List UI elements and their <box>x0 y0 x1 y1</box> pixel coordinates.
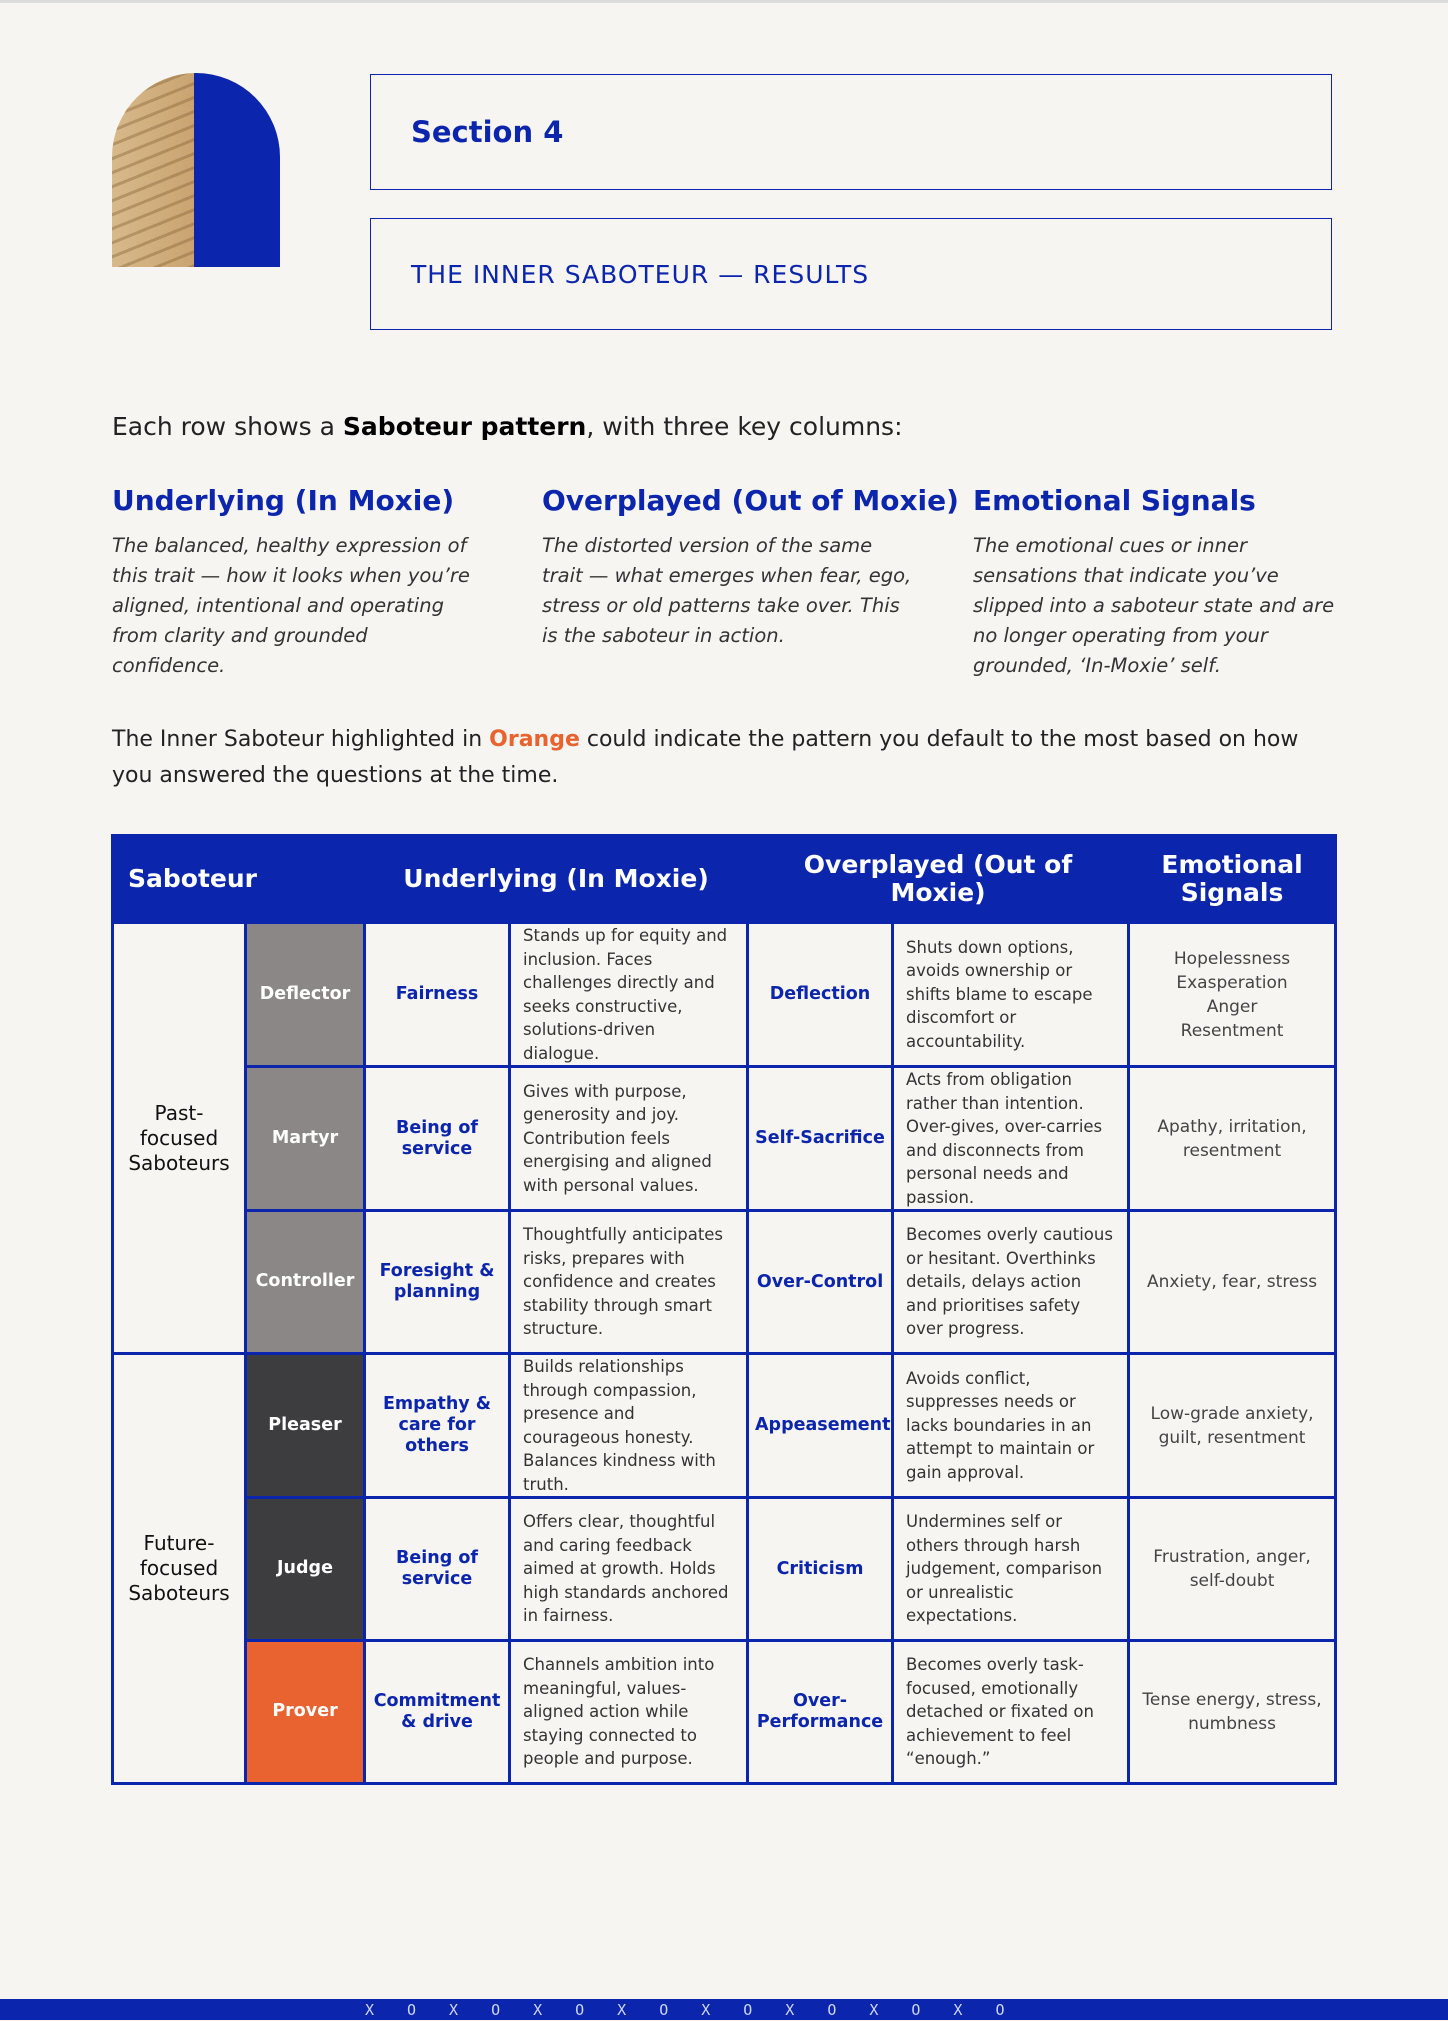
emotional-signals: Hopelessness Exasperation Anger Resentment <box>1129 923 1336 1067</box>
saboteur-name: Judge <box>246 1498 365 1641</box>
sand-dune-image <box>112 73 194 267</box>
underlying-keyword: Commitment & drive <box>365 1641 510 1784</box>
emotional-signals: Anxiety, fear, stress <box>1129 1211 1336 1354</box>
underlying-text: Thoughtfully anticipates risks, prepares with confidence and creates stability through smart structure. <box>510 1211 748 1354</box>
overplayed-text: Acts from obligation rather than intention. Over-gives, over-carries and disconnects from personal needs and passion. <box>893 1067 1129 1211</box>
table-row <box>113 1641 1336 1784</box>
note-prefix: The Inner Saboteur highlighted in <box>112 727 490 752</box>
table-row <box>113 1211 1336 1354</box>
overplayed-keyword: Deflection <box>748 923 893 1067</box>
column-description: The distorted version of the same trait — what emerges when fear, ego, stress or old patterns take over. This is the saboteur in action. <box>542 534 912 647</box>
underlying-keyword: Foresight & planning <box>365 1211 510 1354</box>
underlying-keyword: Fairness <box>365 923 510 1067</box>
section-title-box <box>370 218 1332 330</box>
highlight-note <box>112 722 1337 794</box>
saboteur-table <box>111 834 1337 1785</box>
overplayed-text: Becomes overly cautious or hesitant. Overthinks details, delays action and prioritises safety over progress. <box>893 1211 1129 1354</box>
column-description: The balanced, healthy expression of this trait — how it looks when you’re aligned, intentional and operating from clarity and grounded confidence. <box>112 534 470 677</box>
underlying-text: Channels ambition into meaningful, values-aligned action while staying connected to people and purpose. <box>510 1641 748 1784</box>
underlying-text: Stands up for equity and inclusion. Faces challenges directly and seeks constructive, solutions-driven dialogue. <box>510 923 748 1067</box>
section-number-box <box>370 74 1332 190</box>
note-highlight: Orange <box>489 727 580 752</box>
blue-panel <box>194 73 280 267</box>
overplayed-keyword: Over-Performance <box>748 1641 893 1784</box>
table-row <box>113 1498 1336 1641</box>
overplayed-text: Undermines self or others through harsh judgement, comparison or unrealistic expectations. <box>893 1498 1129 1641</box>
header-overplayed: Overplayed (Out of Moxie) <box>748 836 1129 923</box>
arch-logo <box>112 73 280 267</box>
column-emotional <box>973 484 1343 681</box>
intro-prefix: Each row shows a <box>112 412 343 441</box>
emotional-signals: Frustration, anger, self-doubt <box>1129 1498 1336 1641</box>
column-heading: Overplayed (Out of Moxie) <box>542 484 959 517</box>
table-row <box>113 1067 1336 1211</box>
table-header-row <box>113 836 1336 923</box>
overplayed-text: Avoids conflict, suppresses needs or lacks boundaries in an attempt to maintain or gain approval. <box>893 1354 1129 1498</box>
column-underlying <box>112 484 482 681</box>
column-description: The emotional cues or inner sensations that indicate you’ve slipped into a saboteur state and are no longer operating from your grounded, ‘In-Moxie’ self. <box>973 534 1335 677</box>
emotional-signals: Low-grade anxiety, guilt, resentment <box>1129 1354 1336 1498</box>
group-future: Future-focused Saboteurs <box>113 1354 246 1784</box>
underlying-text: Builds relationships through compassion, presence and courageous honesty. Balances kindness with truth. <box>510 1354 748 1498</box>
intro-bold: Saboteur pattern <box>342 412 587 441</box>
column-heading: Underlying (In Moxie) <box>112 484 455 517</box>
saboteur-name: Deflector <box>246 923 365 1067</box>
underlying-keyword: Being of service <box>365 1498 510 1641</box>
underlying-keyword: Being of service <box>365 1067 510 1211</box>
overplayed-keyword: Over-Control <box>748 1211 893 1354</box>
header-saboteur: Saboteur <box>113 836 365 923</box>
table-row <box>113 923 1336 1067</box>
column-overplayed <box>542 484 959 651</box>
overplayed-keyword: Criticism <box>748 1498 893 1641</box>
underlying-keyword: Empathy & care for others <box>365 1354 510 1498</box>
intro-text <box>112 412 903 441</box>
intro-suffix: , with three key columns: <box>586 412 903 441</box>
note-suffix: could indicate the pattern you default to the most based on how you answered the questions at the time. <box>112 727 1299 788</box>
header-emotional: Emotional Signals <box>1129 836 1336 923</box>
footer-pattern: XOXOXOXOXOXOXOXO <box>365 2001 1038 2019</box>
underlying-text: Offers clear, thoughtful and caring feedback aimed at growth. Holds high standards anchored in fairness. <box>510 1498 748 1641</box>
saboteur-name: Controller <box>246 1211 365 1354</box>
overplayed-text: Shuts down options, avoids ownership or shifts blame to escape discomfort or accountability. <box>893 923 1129 1067</box>
saboteur-name-highlighted: Prover <box>246 1641 365 1784</box>
overplayed-keyword: Self-Sacrifice <box>748 1067 893 1211</box>
underlying-text: Gives with purpose, generosity and joy. Contribution feels energising and aligned with personal values. <box>510 1067 748 1211</box>
emotional-signals: Tense energy, stress, numbness <box>1129 1641 1336 1784</box>
group-past: Past-focused Saboteurs <box>113 923 246 1354</box>
top-rule <box>0 0 1448 3</box>
column-heading: Emotional Signals <box>973 484 1256 517</box>
saboteur-name: Martyr <box>246 1067 365 1211</box>
overplayed-text: Becomes overly task-focused, emotionally detached or fixated on achievement to feel “enough.” <box>893 1641 1129 1784</box>
overplayed-keyword: Appeasement <box>748 1354 893 1498</box>
header-underlying: Underlying (In Moxie) <box>365 836 748 923</box>
section-number: Section 4 <box>411 115 564 149</box>
section-title: THE INNER SABOTEUR — RESULTS <box>411 259 870 289</box>
footer-band <box>0 1999 1448 2020</box>
saboteur-name: Pleaser <box>246 1354 365 1498</box>
table-row <box>113 1354 1336 1498</box>
emotional-signals: Apathy, irritation, resentment <box>1129 1067 1336 1211</box>
